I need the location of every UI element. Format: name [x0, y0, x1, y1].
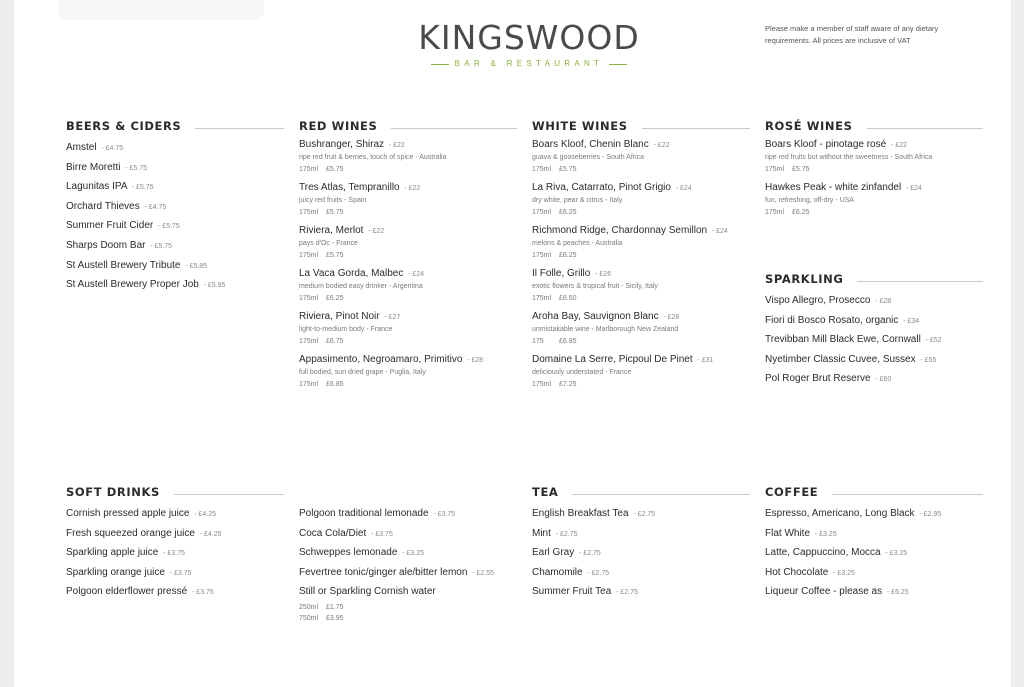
bottle-price: - £24 [408, 271, 425, 278]
menu-item [299, 504, 517, 524]
section-title: SOFT DRINKS [66, 485, 160, 499]
menu-item [66, 216, 284, 236]
menu-item [532, 524, 750, 544]
menu-page [14, 0, 1011, 687]
glass-size: 175ml [532, 381, 552, 388]
menu-item [66, 158, 284, 178]
wine-item [532, 267, 750, 310]
wine-name: Tres Atlas, Tempranillo [299, 182, 400, 193]
menu-item [765, 311, 983, 331]
item-price: - £2.75 [555, 530, 578, 538]
glass-size: 175ml [299, 252, 319, 259]
menu-item [532, 504, 750, 524]
item-name: Polgoon traditional lemonade [299, 508, 429, 519]
brand-subtitle-row [394, 59, 664, 69]
item-name: Earl Gray [532, 547, 575, 559]
brand-subtitle: BAR & RESTAURANT [454, 59, 604, 68]
divider [857, 281, 983, 282]
item-price: - £4.25 [194, 511, 216, 518]
wine-name: Boars Kloof, Chenin Blanc [532, 139, 649, 150]
item-name: Espresso, Americano, Long Black [765, 508, 915, 519]
item-price: - £4.75 [144, 203, 167, 211]
item-name: Sparkling orange juice [66, 566, 165, 578]
glass-price: £5.75 [326, 166, 344, 173]
water-size: 250ml [299, 604, 319, 612]
divider [431, 64, 449, 65]
item-name: St Austell Brewery Proper Job [66, 279, 199, 291]
wine-description: light-to-medium body - France [299, 326, 393, 333]
glass-size: 175ml [299, 295, 319, 302]
menu-item [66, 563, 284, 583]
menu-item [66, 256, 284, 276]
item-price: - £28 [875, 298, 892, 305]
wine-description: fun, refreshing, off-dry - USA [765, 197, 854, 204]
section-header [765, 118, 983, 134]
wine-item [532, 310, 750, 353]
wine-name: Richmond Ridge, Chardonnay Semillon [532, 225, 708, 236]
menu-item [66, 275, 284, 295]
menu-item [66, 197, 284, 217]
item-price: - £2.75 [579, 550, 601, 558]
menu-item [66, 138, 284, 158]
glass-size: 175ml [532, 166, 552, 173]
bottle-price: - £31 [697, 357, 714, 364]
item-price: - £3.25 [402, 550, 424, 558]
menu-item [66, 236, 284, 256]
item-name: Still or Sparkling Cornish water [299, 586, 436, 598]
item-name: Liqueur Coffee - please as [765, 586, 883, 598]
section-sparkling [765, 271, 983, 389]
menu-item [765, 582, 983, 602]
glass-price: £5.75 [792, 166, 810, 173]
item-price: - £2.75 [587, 569, 610, 577]
item-name: Sharps Doom Bar [66, 239, 146, 251]
bottle-price: - £28 [663, 314, 680, 321]
bottle-price: - £28 [467, 357, 484, 364]
wine-name: La Riva, Catarrato, Pinot Grigio [532, 182, 671, 193]
wine-description: ripe red fruit & berries, touch of spice - Australia [299, 154, 447, 161]
item-price: - £55 [920, 356, 937, 364]
item-name: Flat White [765, 527, 811, 539]
glass-size: 175ml [765, 166, 785, 173]
item-name: Fevertree tonic/ginger ale/bitter lemon [299, 566, 468, 578]
section-rose-wines [765, 118, 983, 224]
menu-item [66, 177, 284, 197]
wine-item [299, 310, 517, 353]
section-header [299, 118, 517, 134]
section-title: ROSÉ WINES [765, 119, 853, 133]
menu-item [66, 504, 284, 524]
divider [572, 494, 750, 495]
item-price: - £3.25 [833, 569, 855, 577]
wine-description: unmistakable wine - Marlborough New Zealand [532, 326, 679, 333]
glass-size: 175 [532, 338, 544, 345]
wine-name: Aroha Bay, Sauvignon Blanc [532, 311, 659, 322]
divider [391, 128, 517, 129]
menu-item [532, 563, 750, 583]
dietary-notice: Please make a member of staff aware of any dietary requirements. All prices are inclusive of VAT [765, 24, 939, 45]
wine-name: La Vaca Gorda, Malbec [299, 268, 404, 279]
item-name: Fiori di Bosco Rosato, organic [765, 314, 899, 326]
item-price: - £5.75 [131, 184, 154, 192]
item-price: - £34 [903, 317, 920, 325]
item-name: Amstel [66, 142, 97, 153]
water-price: £3.95 [326, 615, 344, 623]
item-price: - £2.95 [919, 511, 942, 518]
item-name: Cornish pressed apple juice [66, 508, 190, 519]
glass-price: £6.85 [559, 338, 577, 345]
wine-name: Bushranger, Shiraz [299, 139, 385, 150]
menu-item [532, 543, 750, 563]
item-name: Pol Roger Brut Reserve [765, 373, 871, 385]
wine-item [532, 224, 750, 267]
brand-header [394, 18, 664, 69]
glass-size: 175ml [532, 252, 552, 259]
section-title: TEA [532, 485, 559, 499]
item-price: - £3.75 [433, 511, 456, 518]
divider [832, 494, 983, 495]
bottle-price: - £26 [595, 271, 612, 278]
wine-item [299, 224, 517, 267]
wine-name: Riviera, Pinot Noir [299, 311, 380, 322]
item-price: - £3.25 [814, 530, 837, 538]
item-name: Polgoon elderflower pressé [66, 586, 188, 598]
glass-price: £5.75 [559, 166, 577, 173]
divider [642, 128, 750, 129]
item-price: - £3.25 [885, 550, 908, 558]
wine-name: Appasimento, Negroamaro, Primitivo [299, 354, 463, 365]
item-name: Hot Chocolate [765, 566, 829, 578]
wine-description: melons & peaches - Australia [532, 240, 623, 247]
menu-item [765, 524, 983, 544]
section-header [532, 118, 750, 134]
menu-item [532, 582, 750, 602]
bottle-price: - £24 [905, 185, 922, 192]
section-header [765, 271, 983, 287]
section-soft-drinks-continued [299, 504, 517, 624]
section-title: BEERS & CIDERS [66, 119, 182, 133]
glass-price: £5.75 [326, 209, 344, 216]
item-price: - £3.75 [371, 530, 393, 538]
glass-size: 175ml [765, 209, 785, 216]
menu-item [299, 543, 517, 563]
wine-description: juicy red fruits - Spain [299, 197, 367, 204]
item-name: Summer Fruit Tea [532, 586, 612, 598]
menu-item [66, 582, 284, 602]
wine-name: Domaine La Serre, Picpoul De Pinet [532, 354, 693, 365]
right-gutter [1011, 0, 1024, 687]
item-name: Fresh squeezed orange juice [66, 527, 195, 539]
bottle-price: - £27 [384, 314, 401, 321]
item-name: English Breakfast Tea [532, 508, 629, 519]
glass-size: 175ml [299, 338, 319, 345]
wine-name: Boars Kloof - pinotage rosé [765, 139, 887, 150]
item-name: Birre Moretti [66, 161, 121, 173]
glass-price: £6.85 [326, 381, 344, 388]
wine-name: Riviera, Merlot [299, 225, 364, 236]
item-name: Nyetimber Classic Cuvee, Sussex [765, 353, 916, 365]
item-price: - £5.75 [150, 242, 173, 250]
section-white-wines [532, 118, 750, 396]
bottle-price: - £22 [368, 228, 385, 235]
wine-description: deliciously understated - France [532, 369, 632, 376]
item-price: - £6.25 [886, 589, 909, 597]
water-size: 750ml [299, 615, 319, 623]
bottle-price: - £22 [388, 142, 405, 149]
section-title: WHITE WINES [532, 119, 628, 133]
item-price: - £2.75 [616, 589, 638, 597]
item-name: Coca Cola/Diet [299, 527, 367, 539]
top-smudge [58, 0, 264, 20]
glass-price: £6.25 [559, 209, 577, 216]
section-title: RED WINES [299, 119, 378, 133]
section-beers [66, 118, 284, 295]
item-name: St Austell Brewery Tribute [66, 259, 181, 271]
item-name: Schweppes lemonade [299, 547, 398, 559]
divider [867, 128, 984, 129]
water-price: £1.75 [326, 604, 344, 612]
wine-name: Il Folle, Grillo [532, 268, 591, 279]
item-price: - £2.75 [633, 511, 656, 518]
wine-item [299, 267, 517, 310]
menu-item [765, 543, 983, 563]
item-name: Latte, Cappuccino, Mocca [765, 547, 881, 559]
divider [195, 128, 284, 129]
item-price: - £4.75 [101, 145, 124, 152]
section-header [765, 484, 983, 500]
wine-description: exotic flowers & tropical fruit - Sicily, Italy [532, 283, 658, 290]
item-price: - £60 [875, 376, 892, 384]
glass-size: 175ml [299, 381, 319, 388]
section-coffee [765, 484, 983, 602]
bottle-price: - £24 [711, 228, 728, 235]
bottle-price: - £22 [653, 142, 670, 149]
item-price: - £2.55 [472, 569, 494, 577]
item-price: - £3.75 [163, 550, 185, 558]
glass-price: £6.75 [326, 338, 344, 345]
bottle-price: - £22 [404, 185, 421, 192]
section-header [66, 118, 284, 134]
section-red-wines [299, 118, 517, 396]
wine-description: full bodied, sun dried grape - Puglia, Italy [299, 369, 426, 376]
menu-item [66, 524, 284, 544]
wine-description: ripe red fruits but without the sweetness - South Africa [765, 154, 933, 161]
wine-item [299, 353, 517, 396]
section-header [66, 484, 284, 500]
item-price: - £5.75 [158, 223, 180, 231]
menu-item [765, 350, 983, 370]
section-header [532, 484, 750, 500]
glass-price: £6.25 [792, 209, 810, 216]
menu-item [765, 504, 983, 524]
wine-description: guava & gooseberries - South Africa [532, 154, 645, 161]
wine-item [532, 138, 750, 181]
glass-price: £6.25 [326, 295, 344, 302]
wine-item [299, 138, 517, 181]
menu-item [765, 291, 983, 311]
bottle-price: - £24 [675, 185, 692, 192]
item-name: Trevibban Mill Black Ewe, Cornwall [765, 334, 921, 346]
section-tea [532, 484, 750, 602]
glass-size: 175ml [532, 295, 552, 302]
section-title: SPARKLING [765, 272, 844, 286]
brand-name: KINGSWOOD [418, 18, 640, 57]
wine-item [532, 353, 750, 396]
glass-size: 175ml [299, 166, 319, 173]
glass-price: £7.25 [559, 381, 577, 388]
divider [174, 494, 284, 495]
item-name: Sparkling apple juice [66, 547, 159, 559]
item-price: - £3.75 [191, 589, 214, 597]
wine-item [765, 138, 983, 181]
item-price: - £5.85 [185, 262, 208, 270]
item-name: Vispo Allegro, Prosecco [765, 295, 871, 306]
glass-size: 175ml [299, 209, 319, 216]
item-name: Orchard Thieves [66, 200, 140, 212]
wine-description: dry white, pear & citrus - Italy [532, 197, 623, 204]
wine-description: medium bodied easy drinker - Argentina [299, 283, 423, 290]
item-name: Summer Fruit Cider [66, 220, 154, 232]
item-name: Mint [532, 527, 551, 539]
menu-item [765, 369, 983, 389]
item-price: - £5.95 [203, 282, 226, 290]
menu-item [299, 524, 517, 544]
glass-price: £5.75 [326, 252, 344, 259]
item-name: Lagunitas IPA [66, 181, 127, 193]
section-soft-drinks [66, 484, 284, 602]
divider [609, 64, 627, 65]
menu-item [765, 563, 983, 583]
menu-item [765, 330, 983, 350]
water-item [299, 582, 517, 624]
wine-item [532, 181, 750, 224]
item-price: - £5.75 [125, 164, 148, 172]
wine-description: pays d'Oc - France [299, 240, 358, 247]
wine-name: Hawkes Peak - white zinfandel [765, 182, 902, 193]
item-name: Chamomile [532, 566, 583, 578]
section-title: COFFEE [765, 485, 819, 499]
item-price: - £52 [925, 337, 942, 345]
glass-price: £6.25 [559, 252, 577, 259]
wine-item [765, 181, 983, 224]
glass-size: 175ml [532, 209, 552, 216]
wine-item [299, 181, 517, 224]
glass-price: £6.50 [559, 295, 577, 302]
bottle-price: - £22 [890, 142, 907, 149]
menu-item [66, 543, 284, 563]
item-price: - £3.75 [169, 569, 192, 577]
menu-item [299, 563, 517, 583]
item-price: - £4.25 [199, 530, 222, 538]
